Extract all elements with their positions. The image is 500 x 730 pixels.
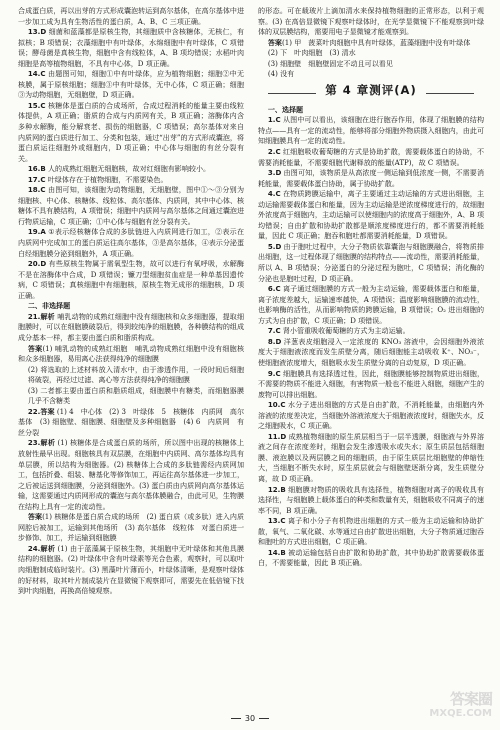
answer-paragraph (258, 400, 484, 432)
answer-paragraph (258, 284, 484, 326)
question-label: 20.D (27, 259, 47, 269)
answer-paragraph (258, 548, 484, 569)
answer-paragraph (18, 227, 244, 259)
page-number-text: 30 (244, 714, 256, 723)
paragraph-text: 的形态。可在载玻片上滴加清水来保持植物细胞的正常形态，以利于观察。(3) 在高倍显微镜下观察叶绿体时，在光学显微镜下不能观察到叶绿体的双层膜结构，需要用电子显微镜才能观察到。 (258, 6, 484, 37)
answer-paragraph (258, 189, 484, 242)
answer-paragraph (18, 407, 244, 439)
answer-paragraph (18, 69, 244, 101)
answer-paragraph (18, 185, 244, 227)
paragraph-text: (1) 由于蓝藻属于原核生物，其细胞中无叶绿体和其他具膜结构的细胞器。(2) 叶绿体中含有叶绿素等光合色素，观察时，可以取叶肉细胞制成临时装片。(3) 黑藻叶片薄而小，叶绿体清晰，是观察叶绿体的好材料，取其叶片制成装片在显微镜下观察即可，需要先在低倍镜下找到叶肉细胞，再换高倍镜观察。 (18, 543, 244, 596)
answer-paragraph (258, 69, 484, 80)
question-label: 答案 (27, 343, 43, 353)
question-label: 4.C (267, 189, 281, 199)
paragraph-text: 叶绿体存在于植物细胞，不需要染色。 (45, 174, 168, 184)
paragraph-text: 成熟植物细胞的原生质层相当于一层半透膜，细胞液与外界溶液之间存在浓度差时，细胞会发生渗透吸水或失水；原生质层包括细胞膜、液泡膜以及两层膜之间的细胞质，由于原生质层比细胞壁的伸缩性大，当细胞不断失水时，原生质层就会与细胞壁逐渐分离，发生质壁分离，故 D 项正确。 (258, 431, 484, 483)
section-heading: 一、选择题 (267, 104, 304, 114)
paragraph-text: 由题图可知，细胞①中有叶绿体，应为植物细胞；细胞②中无核膜，属于原核细胞；细胞③中有叶绿体，无中心体，C 项正确；细胞③为动物细胞，无细胞壁，D 项正确。 (18, 69, 244, 100)
question-label: 13.C (267, 516, 286, 526)
paragraph-text: 由图可知，该细胞为动物细胞，无细胞壁，图中①～③分别为细胞核、中心体、核糖体、线粒体、高尔基体、内质网，其中中心体、核糖体不具有膜结构，A 项错误；细胞中内质网与高尔基体之间通过囊泡进行物质运输，C 项正确；①中心体与细胞有丝分裂有关。 (18, 185, 244, 226)
paragraph-text: 细胞膜具有选择透过性，因此，细胞膜能够控制物质进出细胞，不需要的物质不能进入细胞，有害物质一般也不能进入细胞，细胞产生的废物可以排出细胞。 (258, 368, 484, 399)
chapter-heading (258, 82, 484, 104)
question-label: 10.C (267, 400, 286, 410)
paragraph-text: 细胞膜对物质的吸收具有选择性，植物细胞对离子的吸收具有选择性，与细胞膜上载体蛋白的种类和数量有关，细胞吸收不同离子的速率不同，B 项正确。 (258, 484, 484, 515)
paragraph-text: (1) 哺乳动物的成熟红细胞 哺乳动物成熟红细胞中没有细胞核和众多细胞器，易用离心法获得纯净的细胞膜 (18, 343, 244, 364)
page-number (0, 714, 500, 723)
answer-paragraph (18, 544, 244, 597)
question-label: 7.C (267, 326, 281, 336)
answer-paragraph (258, 337, 484, 369)
paragraph-text: (2) 将选取的上述材料放入清水中，由于渗透作用，一段时间后细胞将破裂，再经过过滤、离心等方法获得纯净的细胞膜 (27, 364, 244, 385)
answer-paragraph (258, 6, 484, 38)
question-label: 23.解析 (27, 438, 56, 448)
question-label: 8.D (267, 336, 282, 346)
answer-paragraph (18, 27, 244, 69)
answer-paragraph (258, 147, 484, 168)
answer-paragraph (18, 512, 244, 544)
paragraph-text: (1) 甲 菠菜叶肉细胞中具有叶绿体，蓝藻细胞中没有叶绿体 (281, 37, 471, 47)
paragraph-text: (1) 4 中心体 (2) 3 叶绿体 5 核糖体 内质网 高尔基体 (3) 细胞壁、细胞膜、细胞壁及多种细胞器 (4) 6 内质网 有丝分裂 (18, 406, 245, 437)
paragraph-text: 从图中可以看出，该细胞在进行胞吞作用，体现了细胞膜的结构特点——具有一定的流动性，能够将部分细胞外物质摄入细胞内，由此可知细胞膜具有一定的流动性。 (258, 115, 484, 146)
watermark-text: 答案圈 (449, 690, 492, 708)
paragraph-text: 离子和小分子有机物进出细胞的方式一般为主动运输和协助扩散，氧气、二氧化碳、水等通过自由扩散进出细胞，大分子物质通过胞吞和胞吐的方式进出细胞，C 项正确。 (258, 516, 484, 547)
paragraph-text: (1) 核糖体是合成蛋白质的场所，所以图中出现的核糖体上放射性最早出现。细胞核具有双层膜，在细胞中内质网、高尔基体均具有单层膜，所以结构为细胞器。(2) 核糖体上合成的多肽链需经内质网加工，包括折叠、组装、糖基化等修饰加工，再运往高尔基体进一步加工，之后被运送到细胞膜，分泌到细胞外。(3) 蛋白质由内质网向高尔基体运输，这需要通过内质网形成的囊泡与高尔基体膜融合，由此可见，生物膜在结构上具有一定的流动性。 (18, 438, 244, 511)
answer-paragraph (258, 48, 484, 59)
paragraph-text: 由于胞吐过程中，大分子物质依靠囊泡与细胞膜融合，将物质排出细胞，这一过程体现了细胞膜的结构特点——流动性，需要消耗能量，所以 A、B 项错误；分泌蛋白的分泌过程为胞吐，C 项错误；消化酶的分泌也是胞吐过程，D 项正确。 (258, 241, 484, 283)
right-column (258, 6, 484, 569)
paragraph-text: 红细胞吸收葡萄糖的方式是协助扩散，需要载体蛋白的协助，不需要消耗能量，不需要细胞代谢释放的能量(ATP)，故 C 项错误。 (258, 147, 484, 167)
question-label: 9.C (267, 368, 281, 378)
paragraph-text: 有些原核生物属于需氧型生物，故可以进行有氧呼吸，水解酶不是在溶酶体中合成，D 项错误；镰刀型细胞贫血症是一种单基因遗传病，C 项错误；真核细胞中有细胞核，原核生物无成形的细胞核，D 项正确。 (18, 259, 244, 300)
question-label: 22.答案 (27, 406, 55, 416)
paragraph-text: (3) 细胞壁 细胞壁固定不动且可以看见 (267, 58, 393, 68)
answer-paragraph (258, 485, 484, 517)
paragraph-text: ①表示经核糖体合成的多肽链进入内质网进行加工，②表示在内质网中完成加工的蛋白质运往高尔基体，③是高尔基体，④表示分泌蛋白经细胞膜分泌到细胞外，A 项正确。 (18, 227, 244, 258)
watermark-logo (429, 688, 494, 724)
answer-paragraph (18, 6, 244, 27)
paragraph-text: (3) 二者都主要由蛋白质和脂质组成，细胞膜中有糖类，而细胞器膜几乎不含糖类 (27, 385, 244, 406)
answer-paragraph (18, 259, 244, 301)
question-label: 答案 (267, 37, 282, 47)
answer-paragraph (258, 38, 484, 49)
paragraph-text: (1) 核糖体是蛋白质合成的场所 (2) 蛋白质（或多肽）进入内质网腔后被加工，运输到其他场所 (3) 高尔基体 线粒体 对蛋白质进一步修饰、加工，并运输到细胞膜 (18, 512, 244, 543)
answer-paragraph (18, 344, 244, 365)
question-label: 14.B (267, 547, 286, 557)
question-label: 14.C (27, 69, 46, 79)
section-heading: 二、非选择题 (27, 301, 71, 311)
paragraph-text: (2) 下 叶肉细胞 (3) 清水 (267, 48, 356, 58)
answer-paragraph (258, 59, 484, 70)
answer-paragraph (18, 175, 244, 186)
question-label: 5.D (267, 241, 282, 251)
paragraph-text: 合成蛋白质，再以出芽的方式形成囊泡转运到高尔基体，在高尔基体中进一步加工成为具有生物活性的蛋白质，A、B、C 三项正确。 (18, 6, 244, 26)
answer-paragraph (258, 516, 484, 548)
paragraph-text: 细菌和蓝藻都是原核生物，其细胞质中含核糖体，无核仁，有拟核；B 项错误；衣藻细胞中有叶绿体，水绵细胞中有叶绿体，C 项错误；酵母菌是真核生物，细胞中含有线粒体，A、B 项均错误；水稻叶肉细胞是高等植物细胞，不具有中心体，D 项正确。 (18, 27, 244, 68)
paragraph-text: 肾小管重吸收葡萄糖的方式为主动运输。 (280, 326, 410, 336)
question-label: 13.D (27, 27, 47, 37)
question-label: 11.D (267, 431, 287, 441)
paragraph-text: 哺乳动物的成熟红细胞中没有细胞核和众多细胞器，提取细胞膜时，可以在细胞膜破裂后，得到较纯净的细胞膜，各种膜结构的组成成分基本一样，都主要由蛋白质和脂质构成。 (18, 311, 245, 342)
paragraph-text: 由图可知，该物质是从高浓度一侧运输到低浓度一侧，不需要消耗能量，需要载体蛋白协助，属于协助扩散。 (258, 168, 484, 188)
answer-paragraph (258, 168, 484, 189)
paragraph-text: 人的成熟红细胞无细胞核，故对红细胞有影响较小。 (45, 164, 211, 174)
watermark-url: MXQE.COM (429, 708, 492, 719)
question-label: 19.A (27, 227, 46, 237)
paragraph-text: (4) 没有 (267, 69, 295, 79)
paragraph-text: 离子通过细胞膜的方式一般为主动运输，需要载体蛋白和能量，离子浓度差越大，运输速率越快，A 项错误；温度影响细胞膜的流动性，也影响酶的活性，从而影响物质的跨膜运输，B 项错误；O₂ 进出细胞的方式为自由扩散，C 项正确；D 项错误。 (258, 284, 484, 325)
answer-paragraph (258, 432, 484, 485)
chapter-title: 第 4 章测评(A) (325, 82, 417, 97)
answer-paragraph (18, 365, 244, 386)
paragraph-text: 核糖体是蛋白质的合成场所，合成过程消耗的能量主要由线粒体提供，A 项正确；脂质的合成与内质网有关，B 项正确；溶酶体内含多种水解酶，能分解衰老、损伤的细胞器，C 项错误；高尔基体对来自内质网的蛋白质进行加工、分类和包装，通过“出芽”的方式形成囊泡，将蛋白质运往细胞外或细胞内，D 项正确；中心体与细胞的有丝分裂有关。 (18, 100, 244, 163)
question-label: 15.C (27, 100, 46, 110)
paragraph-text: 洋葱表皮细胞浸入一定浓度的 KNO₃ 溶液中，会因细胞外液浓度大于细胞液浓度而发生质壁分离，随后细胞能主动吸收 K⁺、NO₃⁻，使细胞液浓度增大，细胞吸水发生质壁分离的自动复原，D 项正确。 (258, 336, 484, 367)
question-label: 16.B (27, 164, 46, 174)
paragraph-text: 在物质跨膜运输中，离子主要通过主动运输的方式进出细胞，主动运输需要载体蛋白和能量，因为主动运输是逆浓度梯度进行的，故细胞外浓度高于细胞内，主动运输可以使细胞内的浓度高于细胞外，A、B 项均错误；自由扩散和协助扩散都是顺浓度梯度进行的，都不需要消耗能量，因此 C 项正确；胞吞和胞吐都需要消耗能量，D 项错误。 (258, 189, 484, 241)
question-label: 答案 (27, 512, 43, 522)
left-column (18, 6, 244, 597)
answer-paragraph (18, 101, 244, 164)
question-label: 21.解析 (27, 311, 55, 321)
answer-paragraph (258, 326, 484, 337)
answer-paragraph (18, 164, 244, 175)
paragraph-text: 被动运输包括自由扩散和协助扩散，其中协助扩散需要载体蛋白，不需要能量，因此 B 项正确。 (258, 547, 484, 568)
question-label: 12.B (267, 484, 286, 494)
answer-paragraph (258, 242, 484, 284)
question-label: 24.解析 (27, 543, 56, 553)
question-label: 3.D (267, 168, 282, 178)
question-label: 2.C (267, 147, 281, 157)
answer-paragraph (258, 369, 484, 401)
question-label: 18.C (27, 185, 46, 195)
answer-paragraph (258, 115, 484, 147)
answer-paragraph (18, 386, 244, 407)
paragraph-text: 水分子进出细胞的方式是自由扩散，不消耗能量，由细胞内外溶液的浓度差决定，当细胞外溶液浓度大于细胞液浓度时，细胞失水，反之细胞吸水，C 项正确。 (258, 400, 484, 431)
answer-paragraph (18, 312, 244, 344)
answer-paragraph (18, 438, 244, 512)
question-label: 17.C (27, 174, 46, 184)
question-label: 1.C (267, 115, 281, 125)
question-label: 6.C (267, 284, 281, 294)
